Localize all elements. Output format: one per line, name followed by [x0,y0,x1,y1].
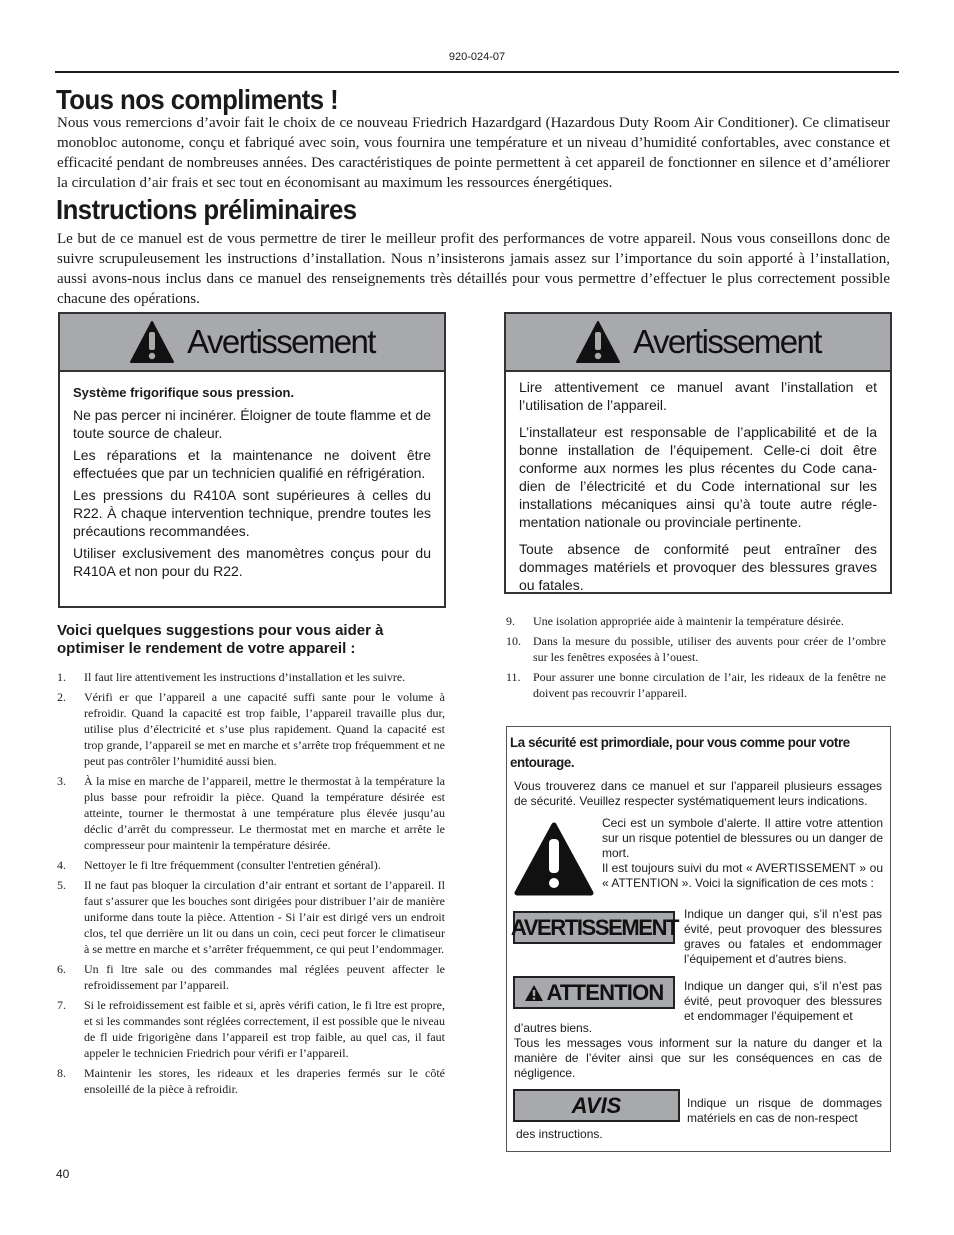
alert-symbol-text-1: Ceci est un symbole d’alerte. Il attire votre attention sur un risque potentiel de blessures ou un danger de mort. [602,816,883,860]
page-number: 40 [56,1167,70,1181]
item-text: Il ne faut pas bloquer la circulation d’air entrant et sortant de l’appareil. Il faut s’assurer que les bouches sont dirigées pour distribuer l’air de manière uniforme dans toute la pièce. Attention - Si l’air est dirigé vers un endroit clos, tel que derrière un lit ou dans un coin, ceci peut forcer le climatiseur à se mettre en marche et s’arrêter fréquemment, ce qui peut l’endommager. [84,878,445,956]
item-number: 9. [506,614,515,628]
warning-title: Avertissement [187,323,375,360]
alert-symbol-icon [513,821,595,897]
item-number: 5. [57,878,66,892]
item-text: Un fi ltre sale ou des commandes mal réglées peuvent affecter le refroidissement par l’appareil. [84,962,445,992]
item-number: 8. [57,1066,66,1080]
safety-intro: Vous trouverez dans ce manuel et sur l’appareil plusieurs essages de sécurité. Veuillez respecter systématiquement leurs indications. [514,779,882,808]
item-text: Maintenir les stores, les rideaux et les draperies fermés sur le côté ensoleillé de la pièce à refroidir. [84,1066,445,1096]
item-text: À la mise en marche de l’appareil, mettre le thermostat à la température la plus basse pour refroidir la pièce. Quand la température désirée est atteinte, tourner le thermostat à une température plus élevée jusqu’au déclic d’arrêt du compresseur. Le thermostat met en marche et arrête le compresseur pour maintenir la température désirée. [84,774,445,852]
warning-paragraph: Les pressions du R410A sont supérieures à celles du R22. À chaque intervention technique, prendre toutes les précautions recommandées. [73,487,431,539]
attention-description-continued: d’autres biens. [514,1021,593,1035]
warning-heading: Système frigorifique sous pression. [73,385,295,400]
congrats-heading: Tous nos compliments ! [56,84,339,115]
alert-symbol-text [602,816,883,891]
avis-label: AVIS [571,1092,622,1118]
list-item [57,997,445,1061]
top-rule [55,71,899,73]
avis-description: Indique un risque de dommages matériels en cas de non-respect [687,1096,882,1125]
warning-paragraph: Lire attentivement ce manuel avant l’installation et l’utilisation de l’appareil. [519,379,877,413]
item-number: 11. [506,670,521,684]
warning-triangle-icon [524,984,544,1002]
avertissement-description: Indique un danger qui, s’il n’est pas évité, peut provoquer des blessures graves ou fatales et endommager l’équipement et d’autres biens. [684,907,882,966]
warning-triangle-icon [129,320,175,364]
item-text: Nettoyer le fi ltre fréquemment (consulter l'entretien général). [84,858,381,872]
warning-body [506,372,890,594]
suggestions-heading: Voici quelques suggestions pour vous aider à optimiser le rendement de votre appareil : [57,622,384,657]
item-text: Si le refroidissement est faible et si, après vérifi cation, le fi ltre est propre, et si les commandes sont réglées correctement, il est possible que le niveau de fl uide frigorigène dans l’appareil est trop faible, au quel cas, il faut appeler le technicien Friedrich pour vérifi er l’appareil. [84,998,445,1060]
item-number: 7. [57,998,66,1012]
warning-header [60,314,444,372]
warning-body [60,372,444,580]
list-item [57,1065,445,1097]
list-item [57,689,445,769]
list-item [57,857,445,873]
avis-signal [513,1089,680,1122]
item-text: Vérifi er que l’appareil a une capacité suffi sante pour le volume à refroidir. Quand la capacité est trop faible, l’appareil travaille plus dur, utilise plus d’électricité et s’use plus rapidement. Quand la capacité est trop grande, l’appareil se met en marche et s’arrête trop fréquemment et ne peut pas contrôler l’humidité aussi bien. [84,690,445,768]
warning-paragraph: Utiliser exclusivement des manomètres conçus pour du R410A et non pour du R22. [73,545,431,579]
warning-paragraph: Les réparations et la maintenance ne doivent être effectuées que par un technicien qualifié en réfrigération. [73,447,431,481]
warning-paragraph: Toute absence de conformité peut entraîner des dommages matériels et provoquer des blessures graves ou fatales. [519,541,877,593]
list-item [57,773,445,853]
item-number: 6. [57,962,66,976]
suggestions-list-continued [506,613,886,705]
alert-symbol-text-2: Il est toujours suivi du mot « AVERTISSEMENT » ou « ATTENTION ». Voici la signification de ces mots : [602,861,883,890]
preliminary-heading: Instructions préliminaires [56,194,357,225]
item-text: Il faut lire attentivement les instructions d’installation et les suivre. [84,670,406,684]
warning-header [506,314,890,372]
avertissement-label: AVERTISSEMENT [510,914,679,940]
item-text: Pour assurer une bonne circulation de l’air, les rideaux de la fenêtre ne doivent pas recouvrir l’appareil. [533,670,886,700]
warning-paragraph: Ne pas percer ni incinérer. Éloigner de toute flamme et de toute source de chaleur. [73,407,431,441]
list-item [506,669,886,701]
list-item [57,877,445,957]
warning-paragraph: L’installateur est responsable de l’applicabilité et de la bonne installation de l’équipement. Celle-ci doit être conforme aux normes les plus récentes du Code canadien de l’électricité et du Code international sur les installations mécaniques ainsi qu’à toute autre réglementation nationale ou provinciale pertinente. [519,424,877,530]
attention-description: Indique un danger qui, s’il n’est pas évité, peut provoquer des blessures et endommager l’équipement et [684,979,882,1023]
preliminary-paragraph: Le but de ce manuel est de vous permettre de tirer le meilleur profit des performances de votre appareil. Nous vous conseillons donc de suivre scrupuleusement les instructions d’installation. Nous n’insisterons jamais assez sur l’importance du soin apporté à l’installation, aussi avons-nous inclus dans ce manuel des renseignements très détaillés pour vous permettre d’effectuer le plus correctement possible chacune des opérations. [57,231,890,307]
document-number: 920-024-07 [448,51,506,63]
list-item [506,613,886,629]
warning-box-manual [504,312,892,594]
list-item [57,669,445,685]
attention-label: ATTENTION [546,979,664,1005]
warning-box-refrigerant [58,312,446,608]
list-item [57,961,445,993]
warning-triangle-icon [575,320,621,364]
suggestions-list [57,669,445,1101]
item-text: Dans la mesure du possible, utiliser des auvents pour créer de l’ombre sur les fenêtres exposées à l’ouest. [533,634,886,664]
item-number: 2. [57,690,66,704]
item-number: 1. [57,670,66,684]
item-number: 10. [506,634,521,648]
intro-paragraph: Nous vous remercions d’avoir fait le choix de ce nouveau Friedrich Hazardgard (Hazardous Duty Room Air Conditioner). Ce climatiseur monobloc autonome, conçu et fabriqué avec soin, vous fournira une température et un niveau d’humidité confortables, avec constance et efficacité pendant de nombreuses années. Des caractéristiques de pointe permettent à cet appareil de fonctionner en silence et d’améliorer la circulation d’air frais et sec tout en économisant au maximum les ressources énergétiques. [57,115,890,191]
item-number: 4. [57,858,66,872]
messages-explanation: Tous les messages vous informent sur la nature du danger et la manière de l’éviter ainsi que sur les conséquences en cas de négligence. [514,1036,882,1080]
safety-box [506,726,891,1152]
item-number: 3. [57,774,66,788]
list-item [506,633,886,665]
attention-signal [513,976,675,1009]
warning-title: Avertissement [633,323,821,360]
avis-description-continued: des instructions. [516,1127,603,1141]
safety-title: La sécurité est primordiale, pour vous comme pour votre entourage. [510,734,850,770]
avertissement-signal [510,911,679,944]
item-text: Une isolation appropriée aide à maintenir la température désirée. [533,614,844,628]
